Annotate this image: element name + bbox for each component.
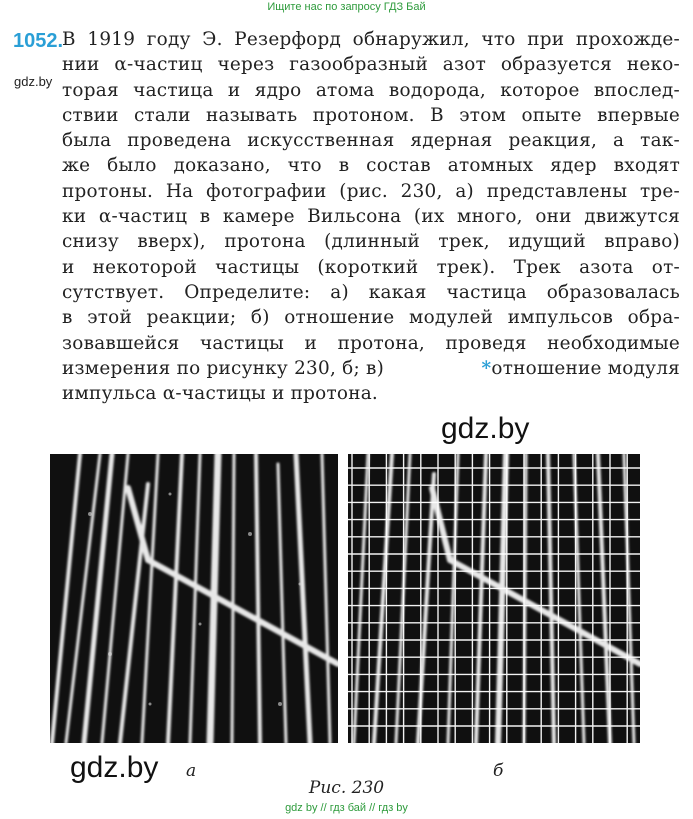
problem-line: ствии стали называть протоном. В этом опыте впервые <box>62 104 680 126</box>
problem-line-head: измерения по рисунку 230, б; в) <box>62 357 385 379</box>
top-search-link[interactable]: Ищите нас по запросу ГДЗ Бай <box>267 1 426 13</box>
problem-line: сутствует. Определите: а) какая частица образовалась <box>62 281 680 303</box>
problem-line: зовавшейся частицы и протона, проведя необходимые <box>62 332 680 354</box>
problem-line: снизу вверх), протона (длинный трек, идущий вправо) <box>62 231 680 253</box>
figure-caption: Рис. 230 <box>308 778 385 798</box>
problem-line: нии α-частиц через газообразный азот образуется неко- <box>62 54 680 76</box>
bottom-watermark-links[interactable]: gdz by // гдз бай // гдз by <box>285 802 408 814</box>
figure-label-b: б <box>493 761 504 781</box>
problem-line: В 1919 году Э. Резерфорд обнаружил, что при прохожде- <box>62 29 680 50</box>
problem-line: ки α-частиц в камере Вильсона (их много, они движутся <box>62 206 680 228</box>
watermark-text: gdz.by <box>441 412 530 445</box>
problem-line <box>62 356 680 381</box>
problem-line: в этой реакции; б) отношение модулей импульсов обра- <box>62 307 680 329</box>
margin-watermark: gdz.by <box>14 74 53 89</box>
problem-line: и некоторой частицы (короткий трек). Трек азота от- <box>62 256 680 278</box>
watermark-text: gdz.by <box>70 751 159 784</box>
cloud-chamber-photo-a <box>50 454 338 743</box>
problem-line: была проведена искусственная ядерная реакция, а так- <box>62 130 680 152</box>
problem-line: импульса α-частицы и протона. <box>62 383 379 405</box>
problem-text <box>62 27 680 406</box>
problem-line: торая частица и ядро атома водорода, которое впослед- <box>62 79 680 101</box>
problem-line-end <box>482 356 680 381</box>
cloud-chamber-photo-b-grid <box>348 454 640 743</box>
figure-label-a: а <box>186 761 197 781</box>
problem-number: 1052. <box>13 30 64 52</box>
problem-line-tail: отношение модуля <box>491 357 680 379</box>
advanced-star-icon: * <box>481 357 492 379</box>
problem-line: протоны. На фотографии (рис. 230, а) представлены тре- <box>62 180 680 202</box>
problem-line: же было доказано, что в состав атомных ядер входят <box>62 155 680 177</box>
